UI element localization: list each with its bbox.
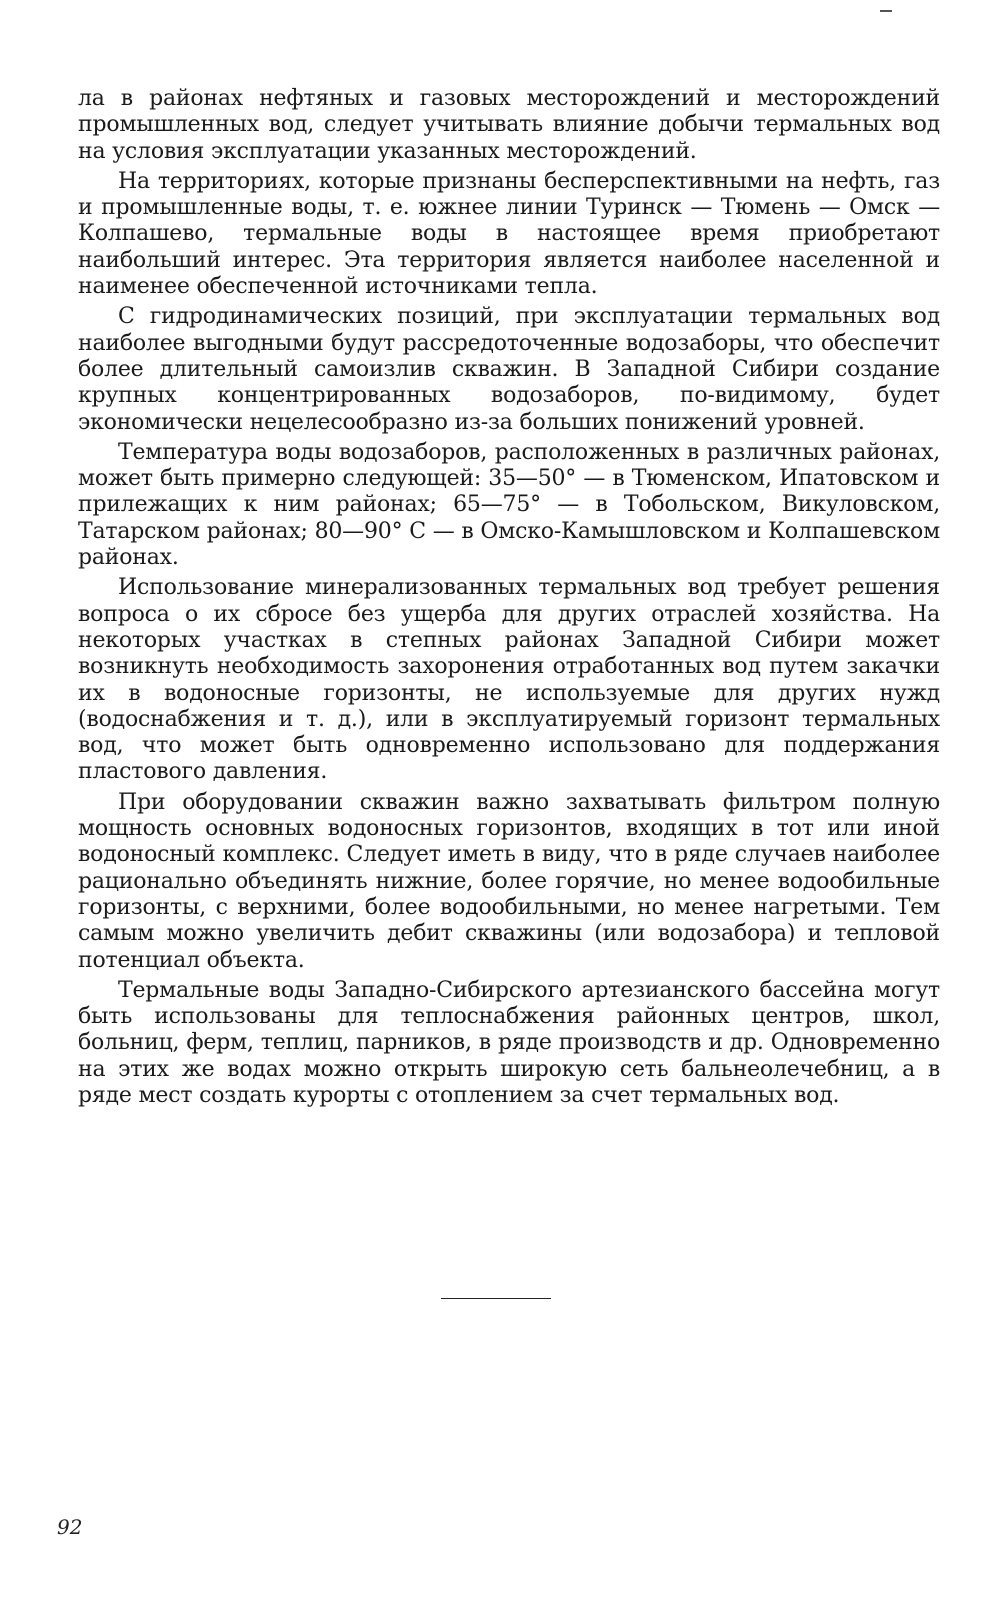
paragraph-usage: Термальные воды Западно-Сибирского артезианского бассейна могут быть использованы для теплоснабжения районных центров, школ, больниц, ферм, теплиц, парников, в ряде производств и др. Одновременно на этих же водах можно открыть широкую сеть бальнеолечебниц, а в ряде мест создать курорты с отоплением за счет термальных вод. [78, 977, 940, 1108]
section-end-rule [441, 1298, 551, 1299]
paragraph-territories: На территориях, которые признаны бесперспективными на нефть, газ и промышленные воды, т. е. южнее линии Туринск — Тюмень — Омск — Колпашево, термальные воды в настоящее время приобретают наибольший интерес. Эта территория является наиболее населенной и наименее обеспеченной источниками тепла. [78, 168, 940, 300]
paragraph-hydrodynamic: С гидродинамических позиций, при эксплуатации термальных вод наиболее выгодными будут рассредоточенные водозаборы, что обеспечит более длительный самоизлив скважин. В Западной Сибири создание крупных концентрированных водозаборов, по-видимому, будет экономически нецелесообразно из-за больших понижений уровней. [78, 304, 940, 435]
corner-mark [880, 10, 892, 12]
page-number: 92 [57, 1515, 83, 1539]
paragraph-well-equipment: При оборудовании скважин важно захватывать фильтром полную мощность основных водоносных горизонтов, входящих в тот или иной водоносный комплекс. Следует иметь в виду, что в ряде случаев наиболее рационально объединять нижние, более горячие, но менее водообильные горизонты, с верхними, более водообильными, но менее нагретыми. Тем самым можно увеличить дебит скважины (или водозабора) и тепловой потенциал объекта. [78, 789, 940, 973]
body-text [78, 86, 940, 1113]
paragraph-continued: ла в районах нефтяных и газовых месторождений и месторождений промышленных вод, следует учитывать влияние добычи термальных вод на условия эксплуатации указанных месторождений. [78, 86, 940, 164]
paragraph-mineralized-waters: Использование минерализованных термальных вод требует решения вопроса о их сбросе без ущерба для других отраслей хозяйства. На некоторых участках в степных районах Западной Сибири может возникнуть необходимость захоронения отработанных вод путем закачки их в водоносные горизонты, не используемые для других нужд (водоснабжения и т. д.), или в эксплуатируемый горизонт термальных вод, что может быть одновременно использовано для поддержания пластового давления. [78, 575, 940, 785]
paragraph-temperature: Температура воды водозаборов, расположенных в различных районах, может быть примерно следующей: 35—50° — в Тюменском, Ипатовском и прилежащих к ним районах; 65—75° — в Тобольском, Викуловском, Татарском районах; 80—90° С — в Омско-Камышловском и Колпашевском районах. [78, 439, 940, 571]
